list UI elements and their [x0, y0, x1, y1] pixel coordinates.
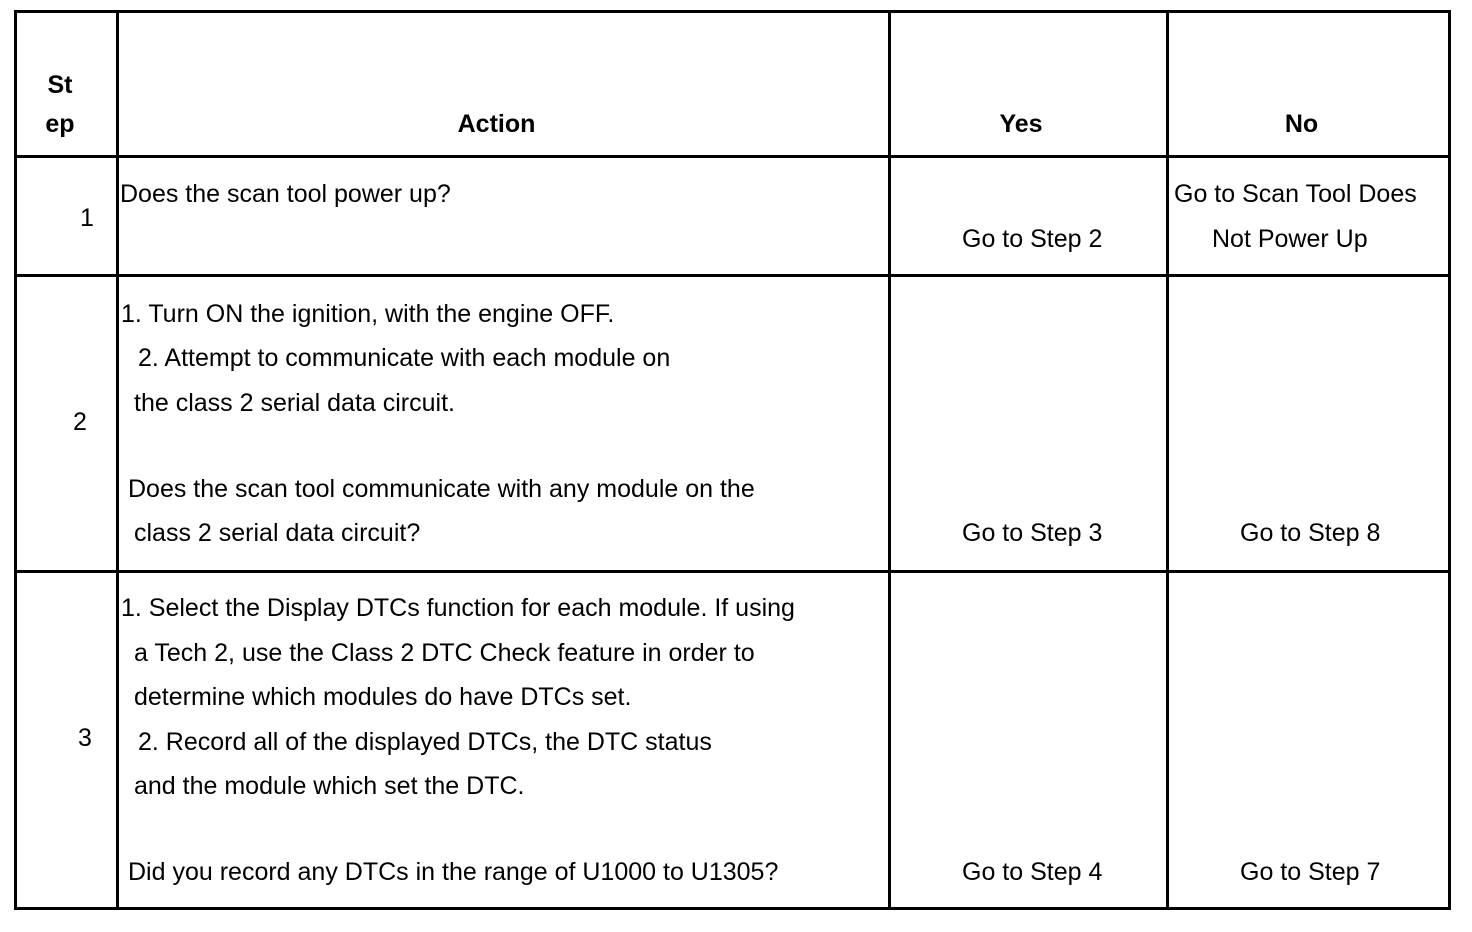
yes-outcome: Go to Step 2	[962, 225, 1103, 253]
action-text: Does the scan tool power up?	[120, 180, 451, 208]
table-border-top	[14, 10, 1451, 13]
header-yes: Yes	[999, 110, 1043, 138]
yes-outcome: Go to Step 3	[962, 519, 1103, 547]
action-text: 2. Attempt to communicate with each module on	[138, 344, 671, 372]
no-outcome: Go to Step 7	[1240, 858, 1381, 886]
no-outcome: Not Power Up	[1212, 225, 1368, 253]
row-divider	[14, 274, 1451, 277]
action-text: 1. Turn ON the ignition, with the engine OFF.	[121, 300, 615, 328]
header-step-line1: St	[47, 71, 73, 99]
header-no: No	[1284, 110, 1319, 138]
header-divider	[14, 155, 1451, 158]
action-text: the class 2 serial data circuit.	[134, 389, 455, 417]
column-divider	[1166, 10, 1169, 910]
action-text: determine which modules do have DTCs set.	[134, 683, 632, 711]
step-number: 1	[80, 204, 94, 232]
table-border-left	[14, 10, 17, 910]
action-text: Did you record any DTCs in the range of U1000 to U1305?	[128, 858, 779, 886]
table-border-bottom	[14, 907, 1451, 910]
action-text: a Tech 2, use the Class 2 DTC Check feature in order to	[134, 639, 755, 667]
action-text: 1. Select the Display DTCs function for each module. If using	[121, 594, 795, 622]
no-outcome: Go to Scan Tool Does	[1174, 180, 1417, 208]
action-text: and the module which set the DTC.	[134, 772, 525, 800]
action-text: 2. Record all of the displayed DTCs, the DTC status	[138, 728, 712, 756]
column-divider	[116, 10, 119, 910]
header-action: Action	[457, 110, 536, 138]
row-divider	[14, 570, 1451, 573]
yes-outcome: Go to Step 4	[962, 858, 1103, 886]
action-text: class 2 serial data circuit?	[134, 519, 421, 547]
step-number: 3	[78, 724, 92, 752]
no-outcome: Go to Step 8	[1240, 519, 1381, 547]
action-text: Does the scan tool communicate with any module on the	[128, 475, 755, 503]
step-number: 2	[73, 408, 87, 436]
column-divider	[888, 10, 891, 910]
header-step-line2: ep	[45, 110, 75, 138]
table-border-right	[1448, 10, 1451, 910]
